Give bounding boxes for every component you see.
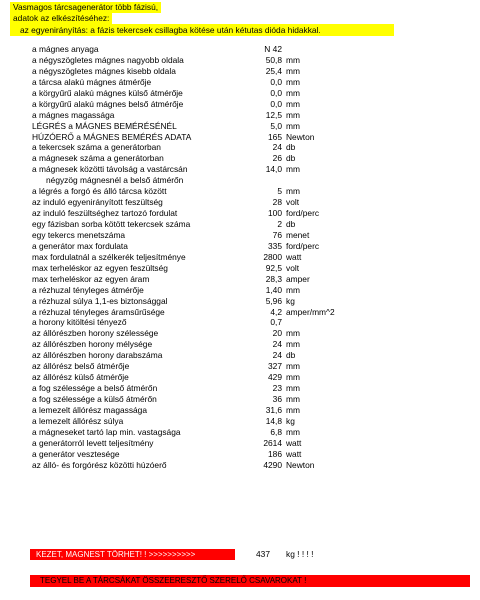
parameter-row bbox=[0, 99, 480, 110]
parameter-row bbox=[0, 285, 480, 296]
parameter-row bbox=[0, 197, 480, 208]
parameter-label: négyzög mágnesnél a belső átmérőn bbox=[46, 175, 184, 186]
parameter-label: a körgyűrű alakú mágnes külső átmérője bbox=[32, 87, 183, 98]
parameter-unit: mm bbox=[286, 383, 300, 394]
parameter-label: a generátor max fordulata bbox=[32, 240, 128, 251]
parameter-label: az induló egyenirányított feszültség bbox=[32, 197, 163, 208]
parameter-label: az állórész belső átmérője bbox=[32, 361, 130, 372]
parameter-value: 25,4 bbox=[265, 65, 282, 76]
parameter-label: a mágneseket tartó lap min. vastagsága bbox=[32, 426, 181, 437]
parameter-label: az induló feszültséghez tartozó fordulat bbox=[32, 208, 178, 219]
parameter-label: a mágnesek közötti távolság a vastárcsán bbox=[32, 164, 188, 175]
parameter-label: a körgyűrű alakú mágnes belső átmérője bbox=[32, 98, 184, 109]
parameter-row bbox=[0, 427, 480, 438]
parameter-label: a generátor vesztesége bbox=[32, 448, 120, 459]
parameter-row bbox=[0, 186, 480, 197]
parameter-row bbox=[0, 175, 480, 186]
parameter-row bbox=[0, 153, 480, 164]
parameter-label: a lemezelt állórész súlya bbox=[32, 415, 124, 426]
document-title: Vasmagos tárcsagenerátor több fázisú, bbox=[10, 2, 161, 13]
parameter-value: 20 bbox=[272, 328, 282, 339]
parameter-row bbox=[0, 142, 480, 153]
parameter-value: 92,5 bbox=[265, 262, 282, 273]
parameter-label: a rézhuzal súlya 1,1-es biztonsággal bbox=[32, 295, 168, 306]
parameter-unit: mm bbox=[286, 164, 300, 175]
parameter-unit: mm bbox=[286, 339, 300, 350]
parameter-row bbox=[0, 372, 480, 383]
parameter-label: a mágnes magassága bbox=[32, 109, 115, 120]
parameter-value: N 42 bbox=[264, 44, 282, 54]
parameter-row bbox=[0, 55, 480, 66]
parameter-unit: amper/mm^2 bbox=[286, 306, 335, 317]
parameter-label: a lemezelt állórész magassága bbox=[32, 404, 147, 415]
parameter-unit: mm bbox=[286, 186, 300, 197]
parameter-row bbox=[0, 164, 480, 175]
parameter-label: max terheléskor az egyen feszültség bbox=[32, 262, 168, 273]
parameter-unit: mm bbox=[286, 328, 300, 339]
parameter-unit: mm bbox=[286, 284, 300, 295]
parameter-value: 5 bbox=[277, 186, 282, 197]
parameter-row bbox=[0, 449, 480, 460]
warning-hand-magnet: KEZET, MAGNEST TÖRHET! ! >>>>>>>>>> bbox=[30, 549, 235, 560]
parameter-row bbox=[0, 361, 480, 372]
parameter-label: az állórészben horony mélysége bbox=[32, 339, 153, 350]
parameter-label: a négyszögletes mágnes nagyobb oldala bbox=[32, 54, 184, 65]
parameter-row bbox=[0, 88, 480, 99]
parameter-unit: watt bbox=[286, 437, 302, 448]
parameter-row bbox=[0, 252, 480, 263]
parameter-value: 335 bbox=[268, 240, 282, 251]
parameter-row bbox=[0, 44, 480, 55]
parameter-value: 28,3 bbox=[265, 273, 282, 284]
parameter-value: 24 bbox=[272, 339, 282, 350]
parameter-row bbox=[0, 339, 480, 350]
parameter-value: 100 bbox=[268, 208, 282, 219]
parameter-unit: mm bbox=[286, 109, 300, 120]
parameter-unit: db bbox=[286, 219, 296, 229]
parameter-value: 5,96 bbox=[265, 295, 282, 306]
parameter-label: az állórészben horony darabszáma bbox=[32, 350, 163, 361]
parameter-row bbox=[0, 438, 480, 449]
parameter-row bbox=[0, 394, 480, 405]
parameter-row bbox=[0, 416, 480, 427]
parameter-row bbox=[0, 296, 480, 307]
parameter-value: 1,40 bbox=[265, 284, 282, 295]
parameter-value: 28 bbox=[272, 197, 282, 208]
parameter-unit: ford/perc bbox=[286, 208, 320, 219]
parameter-row bbox=[0, 121, 480, 132]
parameter-unit: mm bbox=[286, 394, 300, 404]
parameter-row bbox=[0, 328, 480, 339]
parameter-list bbox=[0, 44, 480, 471]
warning-force-unit: kg ! ! ! ! bbox=[286, 549, 314, 559]
parameter-value: 24 bbox=[272, 142, 282, 153]
parameter-unit: Newton bbox=[286, 459, 315, 470]
parameter-value: 165 bbox=[268, 131, 282, 142]
parameter-value: 12,5 bbox=[265, 109, 282, 120]
parameter-value: 0,0 bbox=[270, 76, 282, 87]
parameter-label: max fordulatnál a szélkerék teljesítménye bbox=[32, 251, 186, 262]
parameter-row bbox=[0, 460, 480, 471]
parameter-label: HÚZÓERŐ a MÁGNES BEMÉRÉS ADATA bbox=[32, 131, 192, 142]
parameter-unit: menet bbox=[286, 229, 310, 240]
parameter-unit: mm bbox=[286, 76, 300, 87]
parameter-label: egy tekercs menetszáma bbox=[32, 229, 126, 240]
parameter-row bbox=[0, 66, 480, 77]
parameter-label: max terheléskor az egyen áram bbox=[32, 273, 150, 284]
parameter-unit: mm bbox=[286, 120, 300, 131]
parameter-value: 36 bbox=[272, 394, 282, 404]
parameter-unit: volt bbox=[286, 262, 300, 273]
parameter-value: 6,8 bbox=[270, 426, 282, 437]
parameter-label: a fog szélessége a külső átmérőn bbox=[32, 394, 157, 404]
parameter-unit: kg bbox=[286, 415, 295, 426]
parameter-value: 429 bbox=[268, 372, 282, 383]
parameter-value: 0,0 bbox=[270, 98, 282, 109]
parameter-value: 327 bbox=[268, 361, 282, 372]
parameter-row bbox=[0, 317, 480, 328]
parameter-label: a tekercsek száma a generátorban bbox=[32, 142, 161, 153]
parameter-value: 76 bbox=[272, 229, 282, 240]
parameter-unit: mm bbox=[286, 54, 300, 65]
parameter-label: LÉGRÉS a MÁGNES BEMÉRÉSÉNÉL bbox=[32, 120, 177, 131]
parameter-unit: mm bbox=[286, 361, 300, 372]
parameter-unit: watt bbox=[286, 251, 302, 262]
parameter-label: a horony kitöltési tényező bbox=[32, 317, 127, 328]
parameter-row bbox=[0, 383, 480, 394]
parameter-unit: mm bbox=[286, 87, 300, 98]
parameter-value: 0,0 bbox=[270, 87, 282, 98]
parameter-label: a mágnesek száma a generátorban bbox=[32, 153, 164, 164]
parameter-row bbox=[0, 405, 480, 416]
parameter-unit: mm bbox=[286, 372, 300, 383]
parameter-row bbox=[0, 219, 480, 230]
parameter-unit: ford/perc bbox=[286, 240, 320, 251]
parameter-value: 14,8 bbox=[265, 415, 282, 426]
parameter-unit: watt bbox=[286, 448, 302, 459]
rectification-note: az egyenirányítás: a fázis tekercsek csillagba kötése után kétutas dióda hidakkal. bbox=[10, 24, 394, 36]
parameter-row bbox=[0, 274, 480, 285]
parameter-value: 4290 bbox=[263, 459, 282, 470]
parameter-value: 5,0 bbox=[270, 120, 282, 131]
parameter-value: 186 bbox=[268, 448, 282, 459]
parameter-row bbox=[0, 132, 480, 143]
parameter-row bbox=[0, 263, 480, 274]
parameter-value: 50,8 bbox=[265, 54, 282, 65]
parameter-label: a mágnes anyaga bbox=[32, 44, 99, 54]
parameter-unit: db bbox=[286, 350, 296, 361]
parameter-label: a rézhuzal tényleges átmérője bbox=[32, 284, 144, 295]
header bbox=[10, 2, 250, 24]
parameter-label: a generátorról levett teljesítmény bbox=[32, 437, 154, 448]
parameter-value: 24 bbox=[272, 350, 282, 361]
parameter-value: 0,7 bbox=[270, 317, 282, 328]
parameter-label: az állórészben horony szélessége bbox=[32, 328, 159, 339]
parameter-value: 2614 bbox=[263, 437, 282, 448]
parameter-unit: Newton bbox=[286, 131, 315, 142]
parameter-label: a tárcsa alakú mágnes átmérője bbox=[32, 76, 152, 87]
parameter-unit: mm bbox=[286, 404, 300, 415]
parameter-row bbox=[0, 110, 480, 121]
parameter-unit: kg bbox=[286, 295, 295, 306]
parameter-row bbox=[0, 77, 480, 88]
parameter-row bbox=[0, 230, 480, 241]
warning-force-value: 437 bbox=[256, 549, 270, 559]
parameter-label: az állórész külső átmérője bbox=[32, 372, 129, 383]
parameter-unit: volt bbox=[286, 197, 300, 208]
parameter-unit: mm bbox=[286, 98, 300, 109]
parameter-unit: mm bbox=[286, 65, 300, 76]
parameter-label: a légrés a forgó és álló tárcsa között bbox=[32, 186, 167, 197]
parameter-value: 23 bbox=[272, 383, 282, 394]
parameter-label: a fog szélessége a belső átmérőn bbox=[32, 383, 158, 394]
warning-mounting-bolts: TEGYEL BE A TÁRCSÁKAT ÖSSZEERESZTŐ SZERELŐ CSAVAROKAT ! bbox=[30, 575, 470, 587]
parameter-value: 31,6 bbox=[265, 404, 282, 415]
parameter-unit: db bbox=[286, 142, 296, 153]
parameter-unit: amper bbox=[286, 273, 310, 284]
parameter-value: 14,0 bbox=[265, 164, 282, 175]
parameter-value: 2 bbox=[277, 219, 282, 229]
parameter-row bbox=[0, 350, 480, 361]
parameter-unit: db bbox=[286, 153, 296, 164]
parameter-unit: mm bbox=[286, 426, 300, 437]
parameter-row bbox=[0, 307, 480, 318]
parameter-label: a négyszögletes mágnes kisebb oldala bbox=[32, 65, 176, 76]
parameter-label: egy fázisban sorba kötött tekercsek száma bbox=[32, 219, 191, 229]
parameter-label: a rézhuzal tényleges áramsűrűsége bbox=[32, 306, 165, 317]
document-subtitle: adatok az elkészítéséhez: bbox=[10, 13, 112, 24]
parameter-value: 4,2 bbox=[270, 306, 282, 317]
parameter-value: 26 bbox=[272, 153, 282, 164]
parameter-row bbox=[0, 241, 480, 252]
parameter-row bbox=[0, 208, 480, 219]
parameter-value: 2800 bbox=[263, 251, 282, 262]
parameter-label: az álló- és forgórész közötti húzóerő bbox=[32, 459, 167, 470]
